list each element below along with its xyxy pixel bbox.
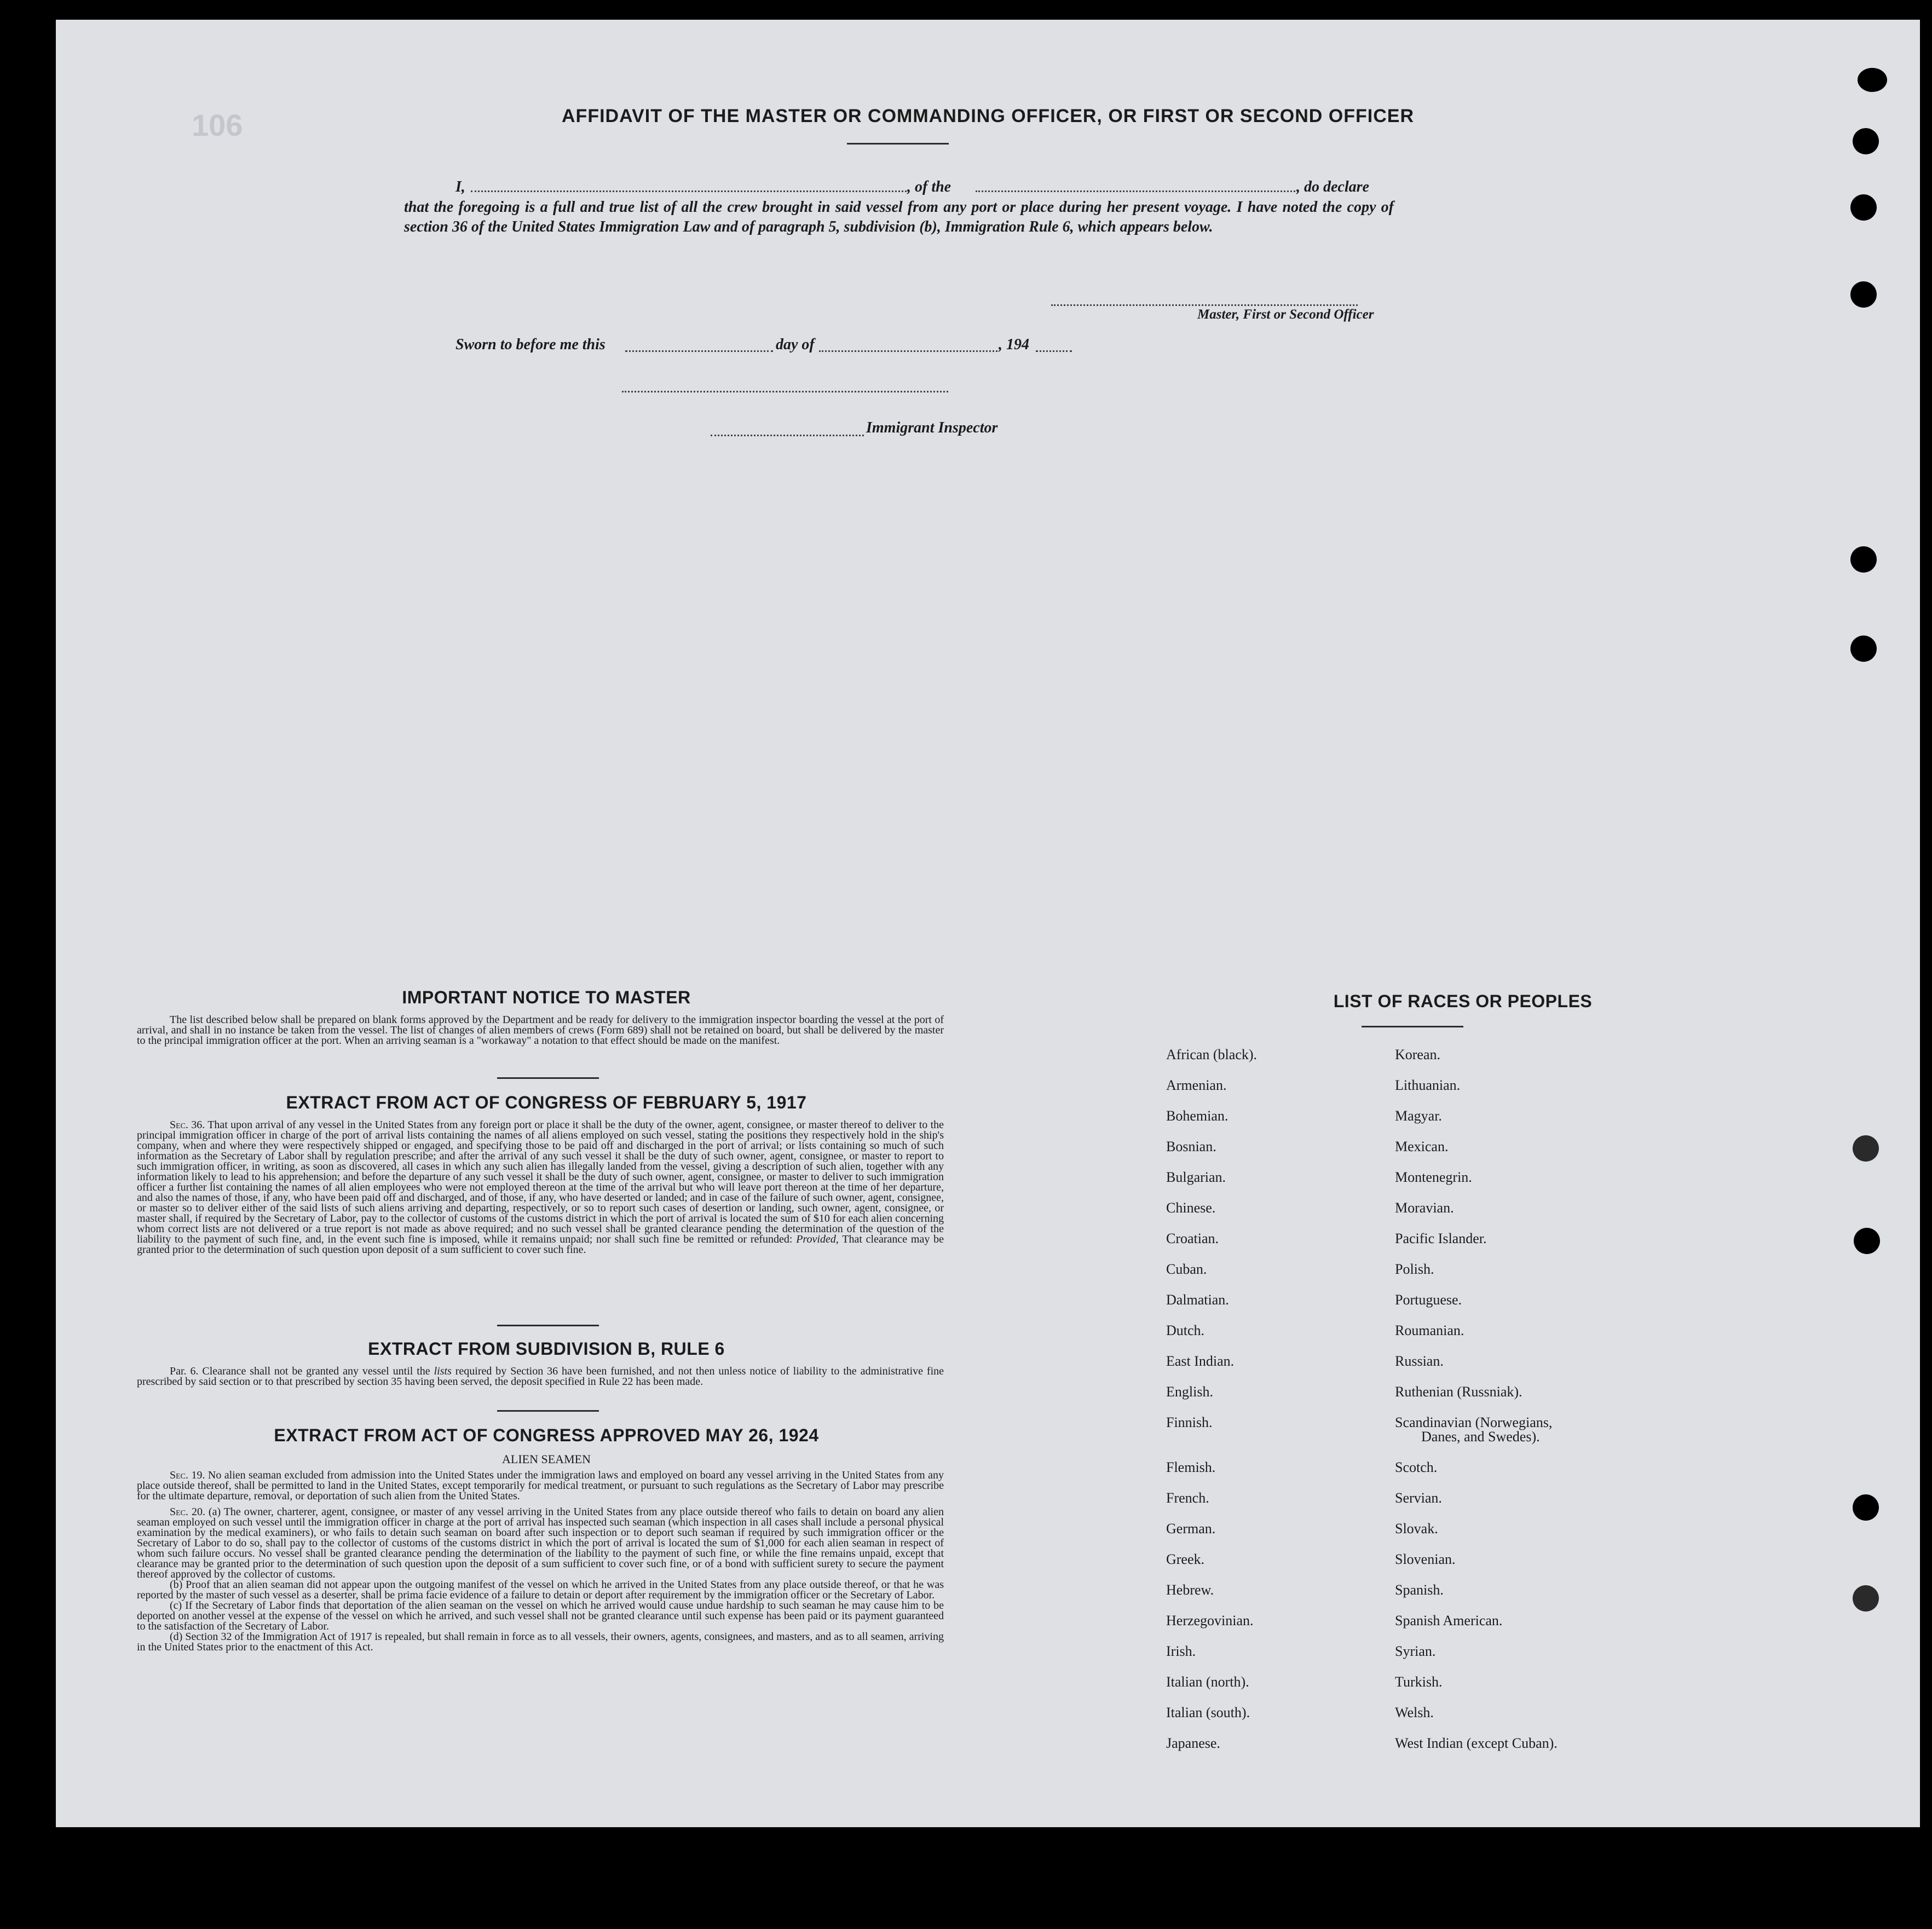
race-left-9: Dutch. (1166, 1322, 1205, 1338)
par-6-label: Par. 6. (170, 1365, 199, 1377)
notice-title: IMPORTANT NOTICE TO MASTER (402, 987, 691, 1007)
of-the-label: , of the (907, 178, 951, 195)
race-right-10: Russian. (1395, 1353, 1444, 1369)
vessel-field[interactable] (976, 190, 1295, 192)
race-left-8: Dalmatian. (1166, 1292, 1229, 1308)
notice-text: The list described below shall be prepared on blank forms approved by the Department and be ready for delivery to the immigration inspector boarding the vessel at the port of arrival, and shall in no instance be taken from the vessel. The list of changes of alien members of crews (Form 689) shall not be retained on board, but shall be delivered by the master to the principal immigration officer at the port. When an arriving seaman is a "workaway" a notation to that effect should be made on the manifest. (137, 1014, 944, 1047)
race-right-23: West Indian (except Cuban). (1395, 1735, 1558, 1751)
race-left-14: French. (1166, 1490, 1209, 1506)
race-left-2: Bohemian. (1166, 1108, 1229, 1124)
year-label: , 194 (999, 336, 1029, 353)
race-left-7: Cuban. (1166, 1261, 1207, 1277)
race-left-4: Bulgarian. (1166, 1169, 1226, 1185)
race-left-6: Croatian. (1166, 1231, 1219, 1246)
name-field[interactable] (471, 190, 907, 192)
signature-label: Master, First or Second Officer (1197, 307, 1374, 322)
race-right-20: Syrian. (1395, 1643, 1436, 1659)
race-right-22: Welsh. (1395, 1705, 1434, 1720)
sworn-label: Sworn to before me this (455, 336, 605, 353)
sworn-day-field[interactable] (625, 350, 773, 352)
form-page (56, 20, 1920, 1827)
sworn-year-field[interactable] (1036, 350, 1072, 352)
punch-hole-icon (1858, 68, 1887, 92)
extract-rule6-title: EXTRACT FROM SUBDIVISION B, RULE 6 (368, 1339, 725, 1359)
divider-1 (497, 1077, 599, 1079)
race-right-17: Slovenian. (1395, 1551, 1456, 1567)
race-right-12: Scandinavian (Norwegians, (1395, 1414, 1553, 1430)
sec-36-label: Sec. 36. (170, 1119, 205, 1131)
punch-hole-icon (1854, 1228, 1880, 1254)
punch-hole-icon (1853, 1585, 1879, 1612)
race-left-11: English. (1166, 1384, 1213, 1400)
inspector-name-field[interactable] (711, 435, 864, 436)
inspector-label: Immigrant Inspector (866, 419, 998, 436)
race-right-5: Moravian. (1395, 1200, 1454, 1216)
race-left-17: Hebrew. (1166, 1582, 1214, 1598)
punch-hole-icon (1853, 1494, 1879, 1521)
day-of-label: day of (776, 336, 815, 353)
races-underline (1362, 1026, 1463, 1027)
races-title: LIST OF RACES OR PEOPLES (1333, 991, 1593, 1011)
title-underline (847, 143, 949, 145)
race-left-18: Herzegovinian. (1166, 1613, 1254, 1628)
punch-hole-icon (1850, 194, 1877, 221)
extract-1924-title: EXTRACT FROM ACT OF CONGRESS APPROVED MAY 26, 1924 (274, 1425, 819, 1445)
race-left-16: Greek. (1166, 1551, 1205, 1567)
race-right-0: Korean. (1395, 1047, 1441, 1062)
punch-hole-icon (1850, 281, 1877, 308)
race-right-6: Pacific Islander. (1395, 1231, 1487, 1246)
alien-seamen-subtitle: ALIEN SEAMEN (502, 1452, 591, 1466)
race-left-21: Italian (south). (1166, 1705, 1250, 1720)
inspector-signature-field[interactable] (622, 391, 948, 392)
race-right-15: Servian. (1395, 1490, 1442, 1506)
stamp-number: 106 (192, 108, 243, 142)
divider-3 (497, 1410, 599, 1412)
race-left-19: Irish. (1166, 1643, 1196, 1659)
punch-hole-icon (1850, 546, 1877, 573)
declare-prefix: I, (455, 178, 465, 195)
race-right-11: Ruthenian (Russniak). (1395, 1384, 1522, 1400)
race-left-13: Flemish. (1166, 1459, 1216, 1475)
notice-body (137, 1015, 944, 1046)
race-left-0: African (black). (1166, 1047, 1258, 1062)
race-right-9: Roumanian. (1395, 1322, 1464, 1338)
sec-36-text: That upon arrival of any vessel in the United States from any foreign port or place it shall be the duty of the owner, agent, consignee, or master thereof to deliver to the principal immigration officer in charge of the port of arrival lists containing the names of all aliens employed on such vessel, stating the positions they respectively hold in the ship's company, when and where they were respectively shipped or engaged, and specifying those to be paid off and discharged in the port of arrival; or lists containing so much of such information as the Secretary of Labor shall by regulation prescribe; and after the arrival of any such vessel it shall be the duty of such owner, agent, consignee, or master to report to such immigration officer, in writing, as soon as discovered, all cases in which any such alien has illegally landed from the vessel, giving a description of such alien, together with any information likely to lead to his apprehension; and before the departure of any such vessel it shall be the duty of such owner, agent, consignee, or master to deliver to such immigration officer a further list containing the names of all alien employees who were not employed thereon at the time of the arrival but who will leave port thereon at the time of her departure, and also the names of those, if any, who have been paid off and discharged, and of those, if any, who have deserted or landed; and in case of the failure of such owner, agent, consignee, or master so to deliver either of the said lists of such aliens arriving and departing, respectively, or so to report such cases of desertion or landing, such owner, agent, consignee, or master shall, if required by the Secretary of Labor, pay to the collector of customs of the customs district in which the port of arrival is located the sum of $10 for each alien concerning whom correct lists are not delivered or a true report is not made as above required; and no such vessel shall be granted clearance pending the determination of the question of the liability to the payment of such fine, and, in the event such fine is imposed, while it remains unpaid; nor shall such fine be remitted or refunded: (137, 1119, 944, 1245)
punch-hole-icon (1853, 128, 1879, 154)
race-right-21: Turkish. (1395, 1674, 1443, 1690)
race-right-8: Portuguese. (1395, 1292, 1462, 1308)
affidavit-title: AFFIDAVIT OF THE MASTER OR COMMANDING OFFICER, OR FIRST OR SECOND OFFICER (562, 106, 1414, 126)
race-right-4: Montenegrin. (1395, 1169, 1472, 1185)
race-right-18: Spanish. (1395, 1582, 1444, 1598)
race-right-2: Magyar. (1395, 1108, 1442, 1124)
extract-1917-body (137, 1120, 944, 1255)
race-left-10: East Indian. (1166, 1353, 1235, 1369)
race-left-5: Chinese. (1166, 1200, 1216, 1216)
race-left-22: Japanese. (1166, 1735, 1220, 1751)
provided-label: Provided, (796, 1233, 839, 1245)
race-left-20: Italian (north). (1166, 1674, 1249, 1690)
race-right-7: Polish. (1395, 1261, 1434, 1277)
race-right-16: Slovak. (1395, 1521, 1438, 1537)
punch-hole-icon (1853, 1135, 1879, 1162)
race-right-14: Scotch. (1395, 1459, 1438, 1475)
do-declare-label: , do declare (1296, 178, 1369, 195)
extract-1924-body: Sec. 19. No alien seaman excluded from admission into the United States under the immigration laws and employed on board any vessel arriving in the United States from any place outside thereof, shall be permitted to land in the United States, except temporarily for medical treatment, or pursuant to such regulations as the Secretary of Labor may prescribe for the ultimate departure, removal, or deportation of such alien from the United States. Sec. 20. (a) The owner, charterer, agent, consignee, or master of any vessel arriving in the United States from any place outside thereof who fails to detain on board any alien seaman employed on such vessel until the immigration officer in charge at the port of arrival has inspected such seaman (which inspection in all cases shall include a personal physical examination by the medical examiners), or who fails to detain such seaman on board after such inspection or to deport such seaman if required by such immigration officer or the Secretary of Labor to do so, shall pay to the collector of customs of the customs district in which the port of arrival is located the sum of $1,000 for each alien seaman in respect of whom such failure occurs. No vessel shall be granted clearance pending the determination of the liability to the payment of such fine, or while the fine remains unpaid, except that clearance may be granted prior to the determination of such question upon the deposit of a sum sufficient to cover such fine, or of a bond with sufficient surety to secure the payment thereof approved by the collector of customs. (b) Proof that an alien seaman did not appear upon the outgoing manifest of the vessel on which he arrived in the United States from any place outside thereof, or that he was reported by the master of such vessel as a deserter, shall be prima facie evidence of a failure to detain or deport after requirement by the immigration officer or the Secretary of Labor. (c) If the Secretary of Labor finds that deportation of the alien seaman on the vessel on which he arrived would cause undue hardship to such seaman he may cause him to be deported on another vessel at the expense of the vessel on which he arrived, and such vessel shall not be granted clearance until such expense has been paid or its payment guaranteed to the satisfaction of the Secretary of Labor. (d) Section 32 of the Immigration Act of 1917 is repealed, but shall remain in force as to all vessels, their owners, agents, consignees, and masters, and as to all seamen, arriving in the United States prior to the enactment of this Act. (137, 1469, 944, 1653)
sworn-month-field[interactable] (819, 350, 997, 352)
race-right-13: Danes, and Swedes). (1421, 1429, 1540, 1445)
extract-1917-title: EXTRACT FROM ACT OF CONGRESS OF FEBRUARY 5, 1917 (286, 1093, 807, 1112)
race-right-1: Lithuanian. (1395, 1077, 1461, 1093)
extract-rule6-body: Par. 6. Clearance shall not be granted any vessel until the lists required by Section 36 have been furnished, and not then unless notice of liability to the administrative fine prescribed by said section or to that prescribed by section 35 having been served, the deposit specified in Rule 22 has been made. (137, 1365, 944, 1388)
punch-hole-icon (1850, 636, 1877, 662)
race-right-19: Spanish American. (1395, 1613, 1503, 1628)
provided-text: That clearance may be granted prior to the determination of such question upon deposit of a sum sufficient to cover such fine. (137, 1233, 944, 1256)
race-left-15: German. (1166, 1521, 1216, 1537)
race-left-1: Armenian. (1166, 1077, 1227, 1093)
race-left-12: Finnish. (1166, 1414, 1213, 1430)
divider-2 (497, 1325, 599, 1326)
declaration-body: that the foregoing is a full and true list of all the crew brought in said vessel from any port or place during her present voyage. I have noted the copy of section 36 of the United States Immigration Law and of paragraph 5, subdivision (b), Immigration Rule 6, which appears below. (404, 199, 1394, 235)
race-left-3: Bosnian. (1166, 1139, 1216, 1154)
race-right-3: Mexican. (1395, 1139, 1449, 1154)
signature-field[interactable] (1051, 304, 1358, 306)
